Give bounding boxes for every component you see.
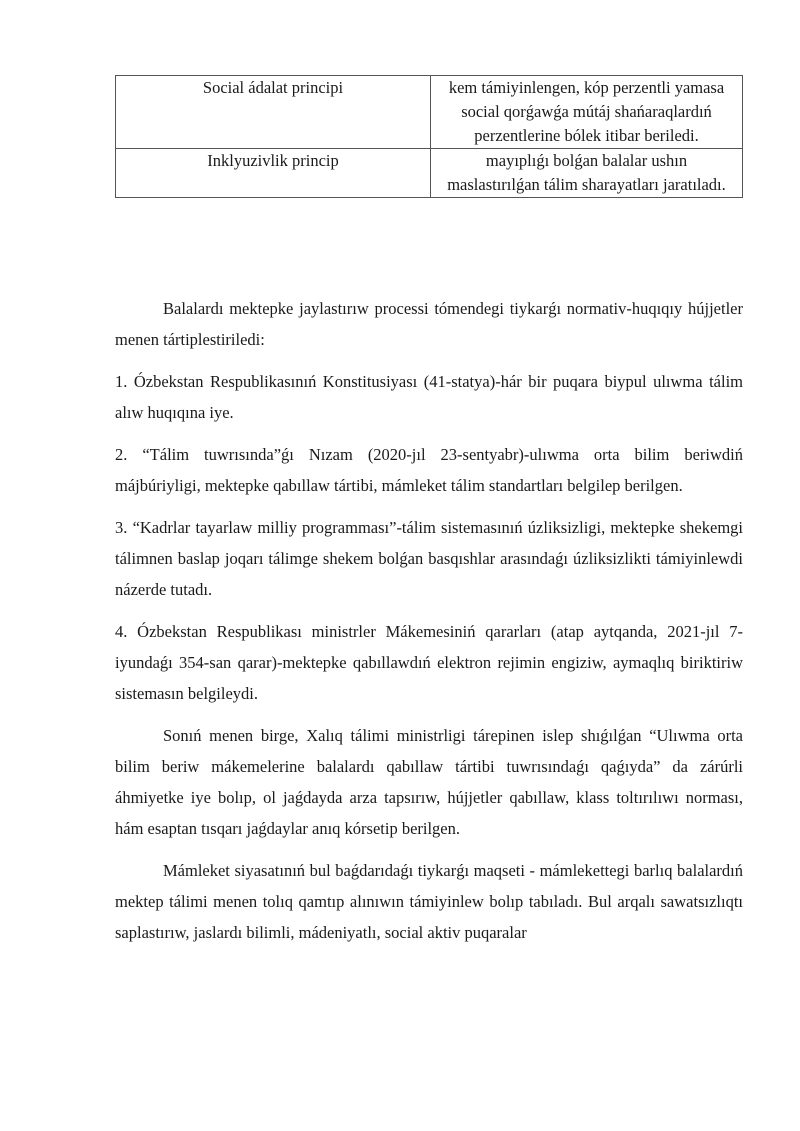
body-text xyxy=(115,293,743,959)
state-policy-paragraph: Mámleket siyasatınıń bul baǵdarıdaǵı tiykarǵı maqseti - mámlekettegi barlıq balalardıń mektep tálimi menen tolıq qamtıp alınıwın támiyinlew bolıp tabıladı. Bul arqalı sawatsızlıqtı saplastırıw, jaslardı bilimli, mádeniyatlı, social aktiv puqaralar xyxy=(115,861,743,942)
intro-paragraph: Balalardı mektepke jaylastırıw processi tómendegi tiykarǵı normativ-huqıqıy hújjetler menen tártiplestiriledi: xyxy=(115,299,743,349)
principles-table xyxy=(115,75,743,198)
list-item-education-law: 2. “Tálim tuwrısında”ǵı Nızam (2020-jıl 23-sentyabr)-ulıwma orta bilim beriwdiń májbúriyligi, mektepke qabıllaw tártibi, mámleket tálim standartları belgilep berilgen. xyxy=(115,445,743,495)
list-item-ministers-resolution: 4. Ózbekstan Respublikası ministrler Mákemesiniń qararları (atap aytqanda, 2021-jıl 7-iyundaǵı 354-san qarar)-mektepke qabıllawdıń elektron rejimin engiziw, aymaqlıq biriktiriw sistemasın belgileydi. xyxy=(115,622,743,703)
admission-rules-paragraph: Sonıń menen birge, Xalıq tálimi ministrligi tárepinen islep shıǵılǵan “Ulıwma orta bilim beriw mákemelerine balalardı qabıllaw tártibi tuwrısındaǵı qaǵıyda” da zárúrli áhmiyetke iye bolıp, ol jaǵdayda arza tapsırıw, hújjetler qabıllaw, klass toltırılıwı norması, hám esaptan tısqarı jaǵdaylar anıq kórsetip berilgen. xyxy=(115,726,743,838)
principle-description-cell: kem támiyinlengen, kóp perzentli yamasa social qorǵawǵa mútáj shańaraqlardıń perzentlerine bólek itibar beriledi. xyxy=(431,76,743,149)
principle-description-cell: mayıplıǵı bolǵan balalar ushın maslastırılǵan tálim sharayatları jaratıladı. xyxy=(431,149,743,198)
table-row xyxy=(116,76,743,149)
principle-name-cell: Inklyuzivlik princip xyxy=(116,149,431,198)
principle-name-cell: Social ádalat principi xyxy=(116,76,431,149)
list-item-constitution: 1. Ózbekstan Respublikasınıń Konstitusiyası (41-statya)-hár bir puqara biypul ulıwma tálim alıw huqıqına iye. xyxy=(115,372,743,422)
list-item-personnel-program: 3. “Kadrlar tayarlaw milliy programması”-tálim sistemasınıń úzliksizligi, mektepke shekemgi tálimnen baslap joqarı tálimge shekem bolǵan basqıshlar arasındaǵı úzliksizlikti támiyinlewdi názerde tutadı. xyxy=(115,518,743,599)
table-row xyxy=(116,149,743,198)
